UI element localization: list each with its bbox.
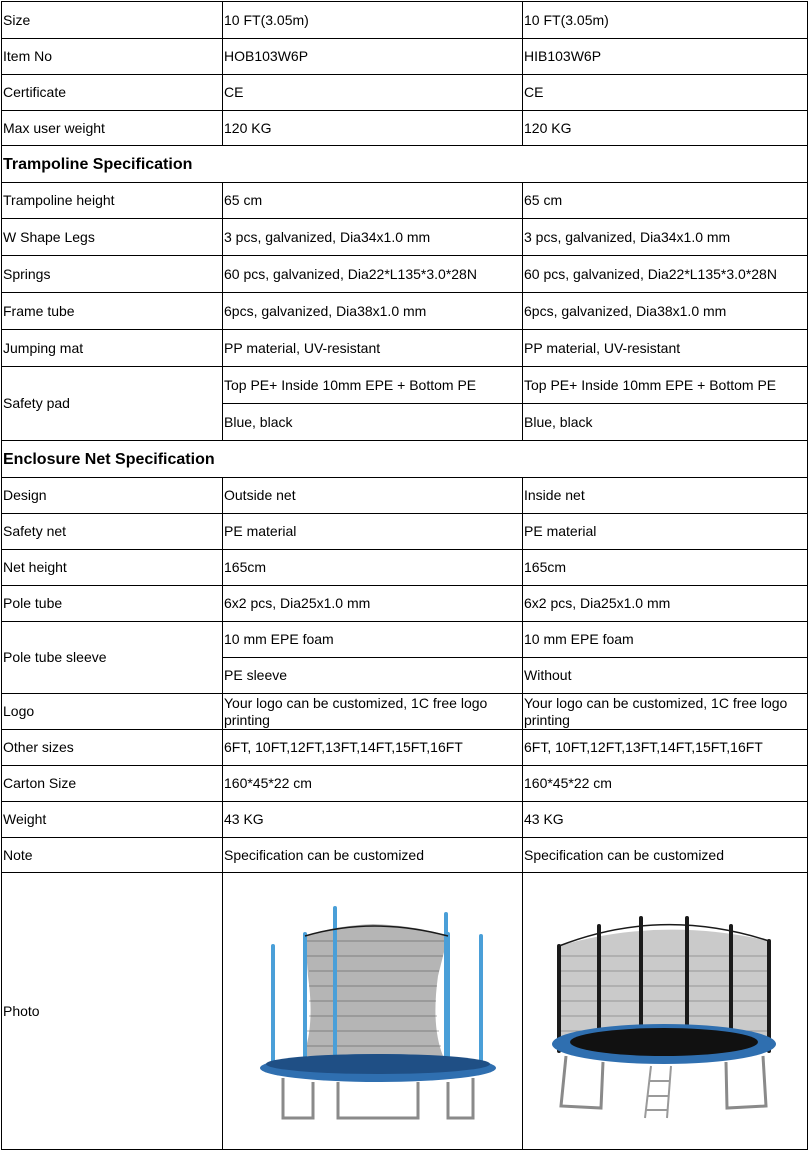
value-inside: 65 cm: [523, 183, 808, 219]
value-outside: 60 pcs, galvanized, Dia22*L135*3.0*28N: [223, 256, 523, 293]
table-row: [2, 2, 808, 39]
value-inside: 60 pcs, galvanized, Dia22*L135*3.0*28N: [523, 256, 808, 293]
value-outside: 165cm: [223, 550, 523, 586]
value-inside: 6x2 pcs, Dia25x1.0 mm: [523, 586, 808, 622]
value-inside: 43 KG: [523, 802, 808, 838]
section-row: [2, 441, 808, 478]
table-row: [2, 367, 808, 404]
table-row: [2, 293, 808, 330]
photo-outside-net: [223, 873, 523, 1150]
value-inside: Inside net: [523, 478, 808, 514]
value-inside: Specification can be customized: [523, 838, 808, 873]
table-row: [2, 39, 808, 75]
table-row: [2, 730, 808, 766]
value-inside: 10 FT(3.05m): [523, 2, 808, 39]
value-inside: Without: [523, 658, 808, 694]
value-outside: 120 KG: [223, 111, 523, 146]
row-label: Frame tube: [2, 293, 223, 330]
table-row: [2, 838, 808, 873]
row-label: Design: [2, 478, 223, 514]
value-inside: 165cm: [523, 550, 808, 586]
table-row: [2, 550, 808, 586]
value-outside: 10 mm EPE foam: [223, 622, 523, 658]
value-outside: Outside net: [223, 478, 523, 514]
row-label: Jumping mat: [2, 330, 223, 367]
value-inside: Top PE+ Inside 10mm EPE + Bottom PE: [523, 367, 808, 404]
spec-table: [1, 1, 808, 1150]
value-inside: 160*45*22 cm: [523, 766, 808, 802]
row-label: Note: [2, 838, 223, 873]
value-outside: 65 cm: [223, 183, 523, 219]
table-row: [2, 256, 808, 293]
row-label: Trampoline height: [2, 183, 223, 219]
value-inside: PE material: [523, 514, 808, 550]
table-row: [2, 330, 808, 367]
section-title-trampoline: Trampoline Specification: [2, 146, 808, 183]
row-label: Other sizes: [2, 730, 223, 766]
row-label: Pole tube: [2, 586, 223, 622]
value-outside: HOB103W6P: [223, 39, 523, 75]
row-label: Pole tube sleeve: [2, 622, 223, 694]
table-row: [2, 802, 808, 838]
row-label: Weight: [2, 802, 223, 838]
row-label: Springs: [2, 256, 223, 293]
value-outside: 6FT, 10FT,12FT,13FT,14FT,15FT,16FT: [223, 730, 523, 766]
value-outside: 10 FT(3.05m): [223, 2, 523, 39]
row-label: Carton Size: [2, 766, 223, 802]
section-row: [2, 146, 808, 183]
table-row: [2, 766, 808, 802]
value-outside: PE material: [223, 514, 523, 550]
row-label: W Shape Legs: [2, 219, 223, 256]
value-outside: Top PE+ Inside 10mm EPE + Bottom PE: [223, 367, 523, 404]
value-inside: 120 KG: [523, 111, 808, 146]
value-inside: Your logo can be customized, 1C free logo printing: [523, 694, 808, 730]
value-inside: Blue, black: [523, 404, 808, 441]
value-inside: 6FT, 10FT,12FT,13FT,14FT,15FT,16FT: [523, 730, 808, 766]
photo-inside-net: [523, 873, 808, 1150]
row-label: Net height: [2, 550, 223, 586]
row-label: Photo: [2, 873, 223, 1150]
row-label: Certificate: [2, 75, 223, 111]
value-outside: 43 KG: [223, 802, 523, 838]
value-outside: Your logo can be customized, 1C free logo printing: [223, 694, 523, 730]
table-row: [2, 514, 808, 550]
photo-row: [2, 873, 808, 1150]
value-outside: 3 pcs, galvanized, Dia34x1.0 mm: [223, 219, 523, 256]
table-row: [2, 219, 808, 256]
table-row: [2, 586, 808, 622]
table-row: [2, 622, 808, 658]
value-outside: PE sleeve: [223, 658, 523, 694]
value-outside: 6x2 pcs, Dia25x1.0 mm: [223, 586, 523, 622]
table-row: [2, 183, 808, 219]
row-label: Max user weight: [2, 111, 223, 146]
table-row: [2, 111, 808, 146]
row-label: Safety pad: [2, 367, 223, 441]
value-outside: CE: [223, 75, 523, 111]
table-row: [2, 75, 808, 111]
value-inside: PP material, UV-resistant: [523, 330, 808, 367]
row-label: Logo: [2, 694, 223, 730]
value-inside: 6pcs, galvanized, Dia38x1.0 mm: [523, 293, 808, 330]
row-label: Safety net: [2, 514, 223, 550]
row-label: Item No: [2, 39, 223, 75]
trampoline-inside-net-image: [541, 896, 791, 1126]
value-outside: Specification can be customized: [223, 838, 523, 873]
value-inside: 10 mm EPE foam: [523, 622, 808, 658]
value-outside: 6pcs, galvanized, Dia38x1.0 mm: [223, 293, 523, 330]
table-row: [2, 694, 808, 730]
row-label: Size: [2, 2, 223, 39]
value-inside: 3 pcs, galvanized, Dia34x1.0 mm: [523, 219, 808, 256]
value-outside: PP material, UV-resistant: [223, 330, 523, 367]
value-inside: CE: [523, 75, 808, 111]
trampoline-outside-net-image: [243, 896, 503, 1126]
value-inside: HIB103W6P: [523, 39, 808, 75]
value-outside: Blue, black: [223, 404, 523, 441]
table-row: [2, 478, 808, 514]
section-title-enclosure: Enclosure Net Specification: [2, 441, 808, 478]
value-outside: 160*45*22 cm: [223, 766, 523, 802]
